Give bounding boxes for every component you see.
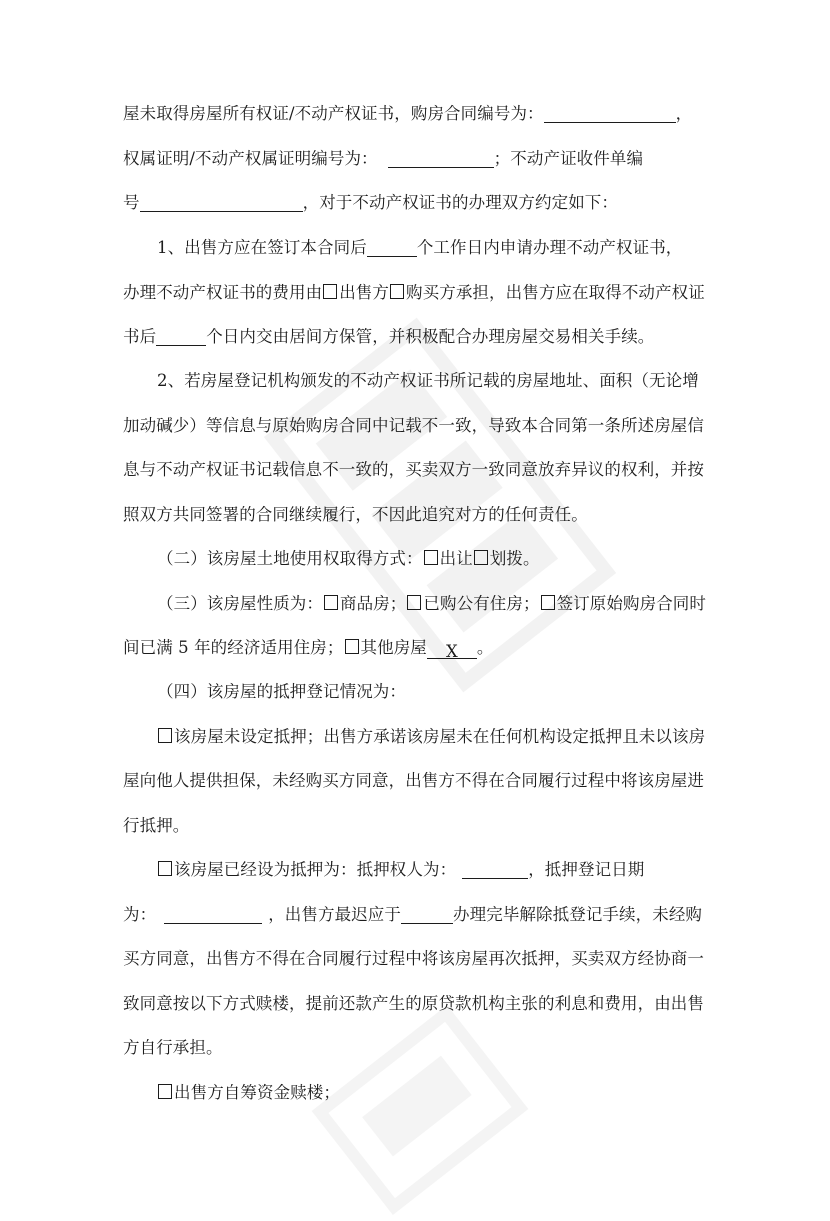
line-12	[157, 592, 706, 616]
line-10: 照双方共同签署的合同继续履行，不因此追究对方的任何责任。	[123, 505, 588, 524]
mortgage-date-blank[interactable]	[164, 905, 262, 924]
line-11	[157, 547, 540, 571]
checkbox-mortgaged[interactable]	[158, 861, 172, 876]
line-16: 屋向他人提供担保，未经购买方同意，出售方不得在合同履行过程中将该房屋进	[123, 771, 704, 790]
watermark-seal-graphic-lower	[306, 999, 534, 1220]
contract-number-blank[interactable]	[544, 104, 676, 123]
text: 书后	[123, 327, 157, 346]
text: （二）该房屋土地使用权取得方式：	[157, 549, 423, 568]
line-6	[123, 325, 654, 349]
text: ，抵押登记日期	[528, 860, 645, 879]
text: ，对于不动产权证书的办理双方约定如下：	[302, 193, 619, 212]
line-9: 息与不动产权证书记载信息不一致的，买卖双方一致同意放弃异议的权利，并按	[123, 460, 704, 479]
text: 购买方承担，出售方应在取得不动产权证	[406, 283, 705, 302]
text: 其他房屋	[360, 638, 427, 657]
text: ，出售方最迟应于	[268, 905, 402, 924]
text: （三）该房屋性质为：	[157, 594, 323, 613]
line-14: （四）该房屋的抵押登记情况为：	[157, 682, 406, 701]
workdays-blank[interactable]	[367, 238, 417, 257]
checkbox-transfer[interactable]	[424, 550, 438, 565]
line-8: 加动碱少）等信息与原始购房合同中记载不一致，导致本合同第一条所述房屋信	[123, 416, 704, 435]
line-3	[123, 191, 618, 215]
text: 号	[123, 193, 140, 212]
checkbox-affordable-housing[interactable]	[541, 595, 555, 610]
text: 权属证明/不动产权属证明编号为：	[123, 149, 378, 168]
checkbox-other-housing[interactable]	[345, 639, 359, 654]
checkbox-buyer-pays[interactable]	[390, 284, 404, 299]
line-20: 买方同意，出售方不得在合同履行过程中将该房屋再次抵押，买卖双方经协商一	[123, 949, 704, 968]
text: 办理完毕解除抵登记手续，未经购	[453, 905, 703, 924]
line-18	[157, 858, 644, 882]
line-7: 2、若房屋登记机构颁发的不动产权证书所记载的房屋地址、面积（无论增	[157, 371, 699, 390]
text: 间已满 5 年的经济适用住房；	[123, 638, 344, 657]
text: 出让	[439, 549, 473, 568]
text: ；不动产证收件单编	[493, 149, 644, 168]
line-21: 致同意按以下方式赎楼，提前还款产生的原贷款机构主张的利息和费用，由出售	[123, 994, 704, 1013]
line-17: 行抵押。	[123, 816, 190, 835]
checkbox-no-mortgage[interactable]	[158, 728, 172, 743]
text: 屋未取得房屋所有权证/不动产权证书，购房合同编号为：	[123, 104, 544, 123]
line-19	[123, 903, 702, 927]
text: 签订原始购房合同时	[556, 594, 707, 613]
checkbox-seller-pays[interactable]	[323, 284, 337, 299]
checkbox-commercial-housing[interactable]	[324, 595, 338, 610]
text: ，	[675, 104, 693, 123]
line-2	[123, 147, 643, 171]
checkbox-allocation[interactable]	[474, 550, 488, 565]
text: 该房屋已经设为抵押为：抵押权人为：	[174, 860, 457, 879]
line-22: 方自行承担。	[123, 1038, 223, 1057]
text: 个工作日内申请办理不动产权证书，	[416, 238, 683, 257]
line-4	[157, 236, 682, 260]
mortgagee-blank[interactable]	[462, 860, 528, 879]
release-date-blank[interactable]	[401, 905, 453, 924]
receipt-number-blank[interactable]	[140, 193, 303, 212]
line-1	[123, 102, 692, 126]
checkbox-purchased-public-housing[interactable]	[407, 595, 421, 610]
line-13	[123, 636, 494, 660]
line-15	[157, 725, 705, 749]
text: 办理不动产权证书的费用由	[123, 283, 323, 302]
line-5	[123, 281, 705, 305]
text: 为：	[123, 905, 157, 924]
other-housing-value[interactable]: X	[427, 640, 477, 659]
text: 个日内交由居间方保管，并积极配合办理房屋交易相关手续。	[206, 327, 655, 346]
checkbox-seller-self-funded[interactable]	[158, 1084, 172, 1099]
line-23	[157, 1081, 340, 1105]
text: 已购公有住房；	[423, 594, 540, 613]
text: 出售方	[339, 283, 390, 302]
text: 1、出售方应在签订本合同后	[157, 238, 367, 257]
handover-days-blank[interactable]	[156, 327, 206, 346]
text: 。	[476, 638, 494, 657]
text: 该房屋未设定抵押；出售方承诺该房屋未在任何机构设定抵押且未以该房	[174, 727, 706, 746]
text: 出售方自筹资金赎楼；	[174, 1083, 340, 1102]
text: 商品房；	[340, 594, 407, 613]
ownership-proof-number-blank[interactable]	[388, 149, 494, 168]
text: 划拨。	[489, 549, 540, 568]
